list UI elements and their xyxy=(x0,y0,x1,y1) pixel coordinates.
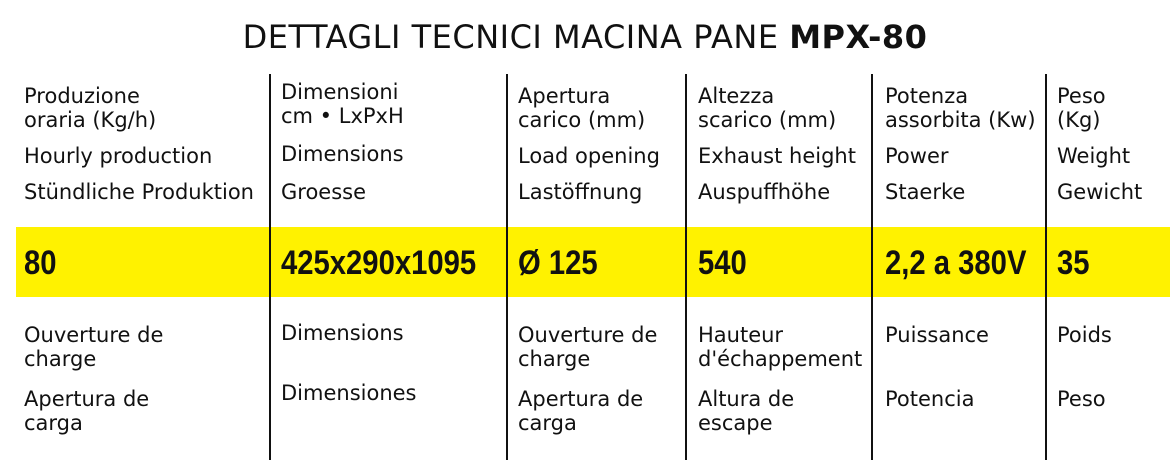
label-english: Load opening xyxy=(518,144,660,168)
label-french xyxy=(518,323,657,371)
label-line: Potencia xyxy=(885,387,975,411)
spec-value: 2,2 a 380V xyxy=(885,244,1027,282)
column-divider xyxy=(871,74,873,460)
column-divider xyxy=(269,74,271,460)
label-line: Altura de xyxy=(698,387,795,411)
label-german: Groesse xyxy=(281,180,367,204)
label-french xyxy=(698,323,862,371)
label-english: Dimensions xyxy=(281,142,404,166)
spec-value: 540 xyxy=(698,244,747,282)
label-italian xyxy=(698,84,836,132)
label-english: Hourly production xyxy=(24,144,213,168)
label-line: Potenza xyxy=(885,84,969,108)
label-line: Apertura xyxy=(518,84,611,108)
column-divider xyxy=(506,74,508,460)
label-line: Poids xyxy=(1057,323,1112,347)
label-line: Dimensioni xyxy=(281,80,399,104)
label-line: carico (mm) xyxy=(518,108,646,132)
label-line: Dimensions xyxy=(281,321,404,345)
label-line: Peso xyxy=(1057,387,1106,411)
label-french xyxy=(885,323,989,347)
title-model: MPX-80 xyxy=(789,18,928,56)
label-german: Stündliche Produktion xyxy=(24,180,254,204)
label-line: charge xyxy=(24,347,97,371)
spec-value: 425x290x1095 xyxy=(281,244,477,282)
label-spanish xyxy=(281,381,417,405)
label-italian xyxy=(1057,84,1106,132)
label-italian xyxy=(281,80,404,128)
label-italian xyxy=(518,84,645,132)
label-line: escape xyxy=(698,411,773,435)
label-line: carga xyxy=(24,411,83,435)
label-line: assorbita (Kw) xyxy=(885,108,1036,132)
label-line: cm • LxPxH xyxy=(281,104,404,128)
label-spanish xyxy=(1057,387,1106,411)
label-line: Hauteur xyxy=(698,323,784,347)
label-french xyxy=(24,323,163,371)
column-divider xyxy=(1045,74,1047,460)
label-line: (Kg) xyxy=(1057,108,1101,132)
label-spanish xyxy=(518,387,643,435)
label-french xyxy=(1057,323,1112,347)
label-line: Produzione xyxy=(24,84,140,108)
spec-value: Ø 125 xyxy=(518,244,598,282)
label-line: Dimensiones xyxy=(281,381,417,405)
spec-value: 35 xyxy=(1057,244,1090,282)
label-french xyxy=(281,321,404,345)
column-divider xyxy=(685,74,687,460)
label-german: Staerke xyxy=(885,180,966,204)
label-italian xyxy=(24,84,156,132)
label-english: Power xyxy=(885,144,949,168)
label-line: Apertura de xyxy=(518,387,644,411)
label-line: Peso xyxy=(1057,84,1106,108)
label-line: scarico (mm) xyxy=(698,108,837,132)
title-prefix: DETTAGLI TECNICI MACINA PANE xyxy=(242,18,779,56)
label-line: d'échappement xyxy=(698,347,863,371)
page-title xyxy=(0,18,1170,56)
label-line: Puissance xyxy=(885,323,989,347)
label-line: carga xyxy=(518,411,577,435)
label-spanish xyxy=(24,387,149,435)
label-spanish xyxy=(698,387,794,435)
label-german: Gewicht xyxy=(1057,180,1143,204)
label-line: charge xyxy=(518,347,591,371)
label-spanish xyxy=(885,387,974,411)
label-line: Ouverture de xyxy=(518,323,658,347)
spec-value: 80 xyxy=(24,244,57,282)
label-italian xyxy=(885,84,1036,132)
label-german: Auspuffhöhe xyxy=(698,180,831,204)
label-english: Weight xyxy=(1057,144,1131,168)
label-english: Exhaust height xyxy=(698,144,856,168)
label-line: Ouverture de xyxy=(24,323,164,347)
label-line: Altezza xyxy=(698,84,775,108)
label-line: Apertura de xyxy=(24,387,150,411)
label-line: oraria (Kg/h) xyxy=(24,108,157,132)
label-german: Lastöffnung xyxy=(518,180,643,204)
